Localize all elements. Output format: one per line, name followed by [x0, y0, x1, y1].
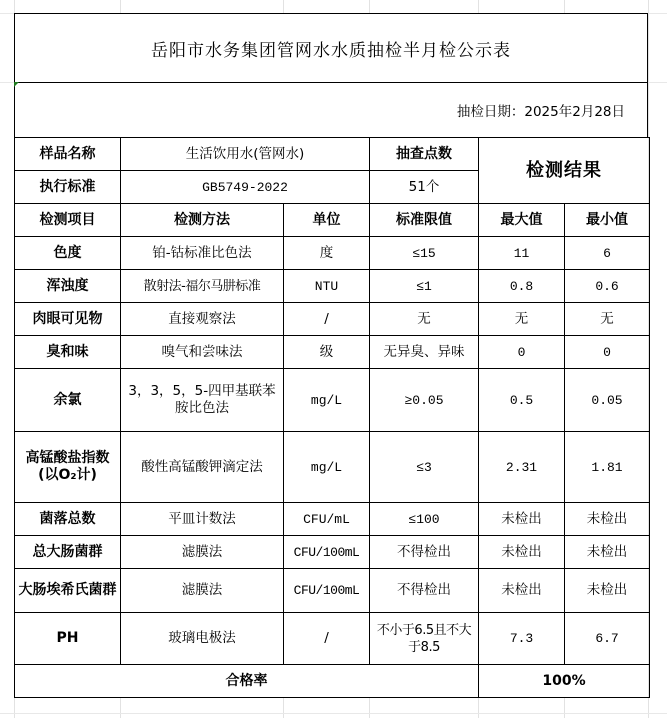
column-header-method[interactable]: 检测方法 — [121, 204, 284, 237]
min-cell[interactable]: 6 — [565, 237, 650, 270]
table-row — [15, 503, 650, 536]
method-cell[interactable]: 铂-钴标准比色法 — [121, 237, 284, 270]
method-cell[interactable]: 滤膜法 — [121, 536, 284, 569]
header-row — [15, 204, 650, 237]
item-cell[interactable]: 肉眼可见物 — [15, 303, 121, 336]
limit-cell[interactable]: ≤3 — [370, 432, 479, 503]
max-cell[interactable]: 无 — [479, 303, 565, 336]
limit-cell[interactable]: 无 — [370, 303, 479, 336]
min-cell[interactable]: 未检出 — [565, 536, 650, 569]
table-row — [15, 369, 650, 432]
item-cell[interactable]: 大肠埃希氏菌群 — [15, 569, 121, 613]
unit-cell[interactable]: mg/L — [284, 369, 370, 432]
info-row-sample — [15, 138, 650, 171]
item-cell[interactable]: 臭和味 — [15, 336, 121, 369]
limit-cell[interactable]: ≤15 — [370, 237, 479, 270]
limit-cell[interactable]: 不小于6.5且不大于8.5 — [370, 613, 479, 665]
table-row — [15, 237, 650, 270]
report-sheet — [14, 13, 648, 698]
min-cell[interactable]: 未检出 — [565, 569, 650, 613]
max-cell[interactable]: 未检出 — [479, 569, 565, 613]
limit-cell[interactable]: 不得检出 — [370, 536, 479, 569]
table-row — [15, 432, 650, 503]
pass-rate-value[interactable]: 100% — [479, 665, 650, 698]
method-cell[interactable]: 直接观察法 — [121, 303, 284, 336]
unit-cell[interactable]: NTU — [284, 270, 370, 303]
column-header-limit[interactable]: 标准限值 — [370, 204, 479, 237]
max-cell[interactable]: 未检出 — [479, 536, 565, 569]
min-cell[interactable]: 未检出 — [565, 503, 650, 536]
max-cell[interactable]: 0 — [479, 336, 565, 369]
item-cell[interactable]: 高锰酸盐指数(以O₂计) — [15, 432, 121, 503]
table-row — [15, 569, 650, 613]
min-cell[interactable]: 1.81 — [565, 432, 650, 503]
table-row — [15, 336, 650, 369]
min-cell[interactable]: 无 — [565, 303, 650, 336]
limit-cell[interactable]: ≥0.05 — [370, 369, 479, 432]
min-cell[interactable]: 0.6 — [565, 270, 650, 303]
table-row — [15, 613, 650, 665]
unit-cell[interactable]: mg/L — [284, 432, 370, 503]
column-header-unit[interactable]: 单位 — [284, 204, 370, 237]
min-cell[interactable]: 0 — [565, 336, 650, 369]
item-cell[interactable]: 浑浊度 — [15, 270, 121, 303]
max-cell[interactable]: 0.8 — [479, 270, 565, 303]
item-cell[interactable]: 总大肠菌群 — [15, 536, 121, 569]
inspection-date: 抽检日期：2025年2月28日 — [456, 104, 625, 120]
min-cell[interactable]: 6.7 — [565, 613, 650, 665]
unit-cell[interactable]: 度 — [284, 237, 370, 270]
page-title: 岳阳市水务集团管网水水质抽检半月检公示表 — [151, 40, 511, 61]
max-cell[interactable]: 未检出 — [479, 503, 565, 536]
min-cell[interactable]: 0.05 — [565, 369, 650, 432]
item-cell[interactable]: 菌落总数 — [15, 503, 121, 536]
method-cell[interactable]: 酸性高锰酸钾滴定法 — [121, 432, 284, 503]
max-cell[interactable]: 11 — [479, 237, 565, 270]
limit-cell[interactable]: ≤100 — [370, 503, 479, 536]
table-row — [15, 536, 650, 569]
method-cell[interactable]: 平皿计数法 — [121, 503, 284, 536]
sample-name-value[interactable]: 生活饮用水(管网水) — [121, 138, 370, 171]
sample-points-value[interactable]: 51个 — [370, 171, 479, 204]
results-header[interactable]: 检测结果 — [479, 138, 650, 204]
column-header-min[interactable]: 最小值 — [565, 204, 650, 237]
table-row — [15, 270, 650, 303]
method-cell[interactable]: 散射法-福尔马肼标准 — [121, 270, 284, 303]
cell-comment-indicator-icon — [14, 82, 19, 87]
max-cell[interactable]: 7.3 — [479, 613, 565, 665]
pass-rate-row — [15, 665, 650, 698]
method-cell[interactable]: 嗅气和尝味法 — [121, 336, 284, 369]
sample-name-label[interactable]: 样品名称 — [15, 138, 121, 171]
unit-cell[interactable]: CFU/100mL — [284, 569, 370, 613]
item-cell[interactable]: PH — [15, 613, 121, 665]
method-cell[interactable]: 3，3，5，5-四甲基联苯胺比色法 — [121, 369, 284, 432]
unit-cell[interactable]: CFU/100mL — [284, 536, 370, 569]
max-cell[interactable]: 0.5 — [479, 369, 565, 432]
limit-cell[interactable]: ≤1 — [370, 270, 479, 303]
method-cell[interactable]: 玻璃电极法 — [121, 613, 284, 665]
unit-cell[interactable]: / — [284, 303, 370, 336]
standard-label[interactable]: 执行标准 — [15, 171, 121, 204]
item-cell[interactable]: 余氯 — [15, 369, 121, 432]
standard-value[interactable]: GB5749-2022 — [121, 171, 370, 204]
date-cell[interactable] — [14, 82, 648, 137]
pass-rate-label[interactable]: 合格率 — [15, 665, 479, 698]
unit-cell[interactable]: / — [284, 613, 370, 665]
limit-cell[interactable]: 无异臭、异味 — [370, 336, 479, 369]
column-header-item[interactable]: 检测项目 — [15, 204, 121, 237]
unit-cell[interactable]: 级 — [284, 336, 370, 369]
max-cell[interactable]: 2.31 — [479, 432, 565, 503]
table-row — [15, 303, 650, 336]
unit-cell[interactable]: CFU/mL — [284, 503, 370, 536]
method-cell[interactable]: 滤膜法 — [121, 569, 284, 613]
item-cell[interactable]: 色度 — [15, 237, 121, 270]
limit-cell[interactable]: 不得检出 — [370, 569, 479, 613]
sample-points-label[interactable]: 抽查点数 — [370, 138, 479, 171]
title-cell[interactable] — [14, 13, 648, 82]
results-table — [14, 137, 650, 698]
column-header-max[interactable]: 最大值 — [479, 204, 565, 237]
grid-line — [0, 713, 667, 714]
